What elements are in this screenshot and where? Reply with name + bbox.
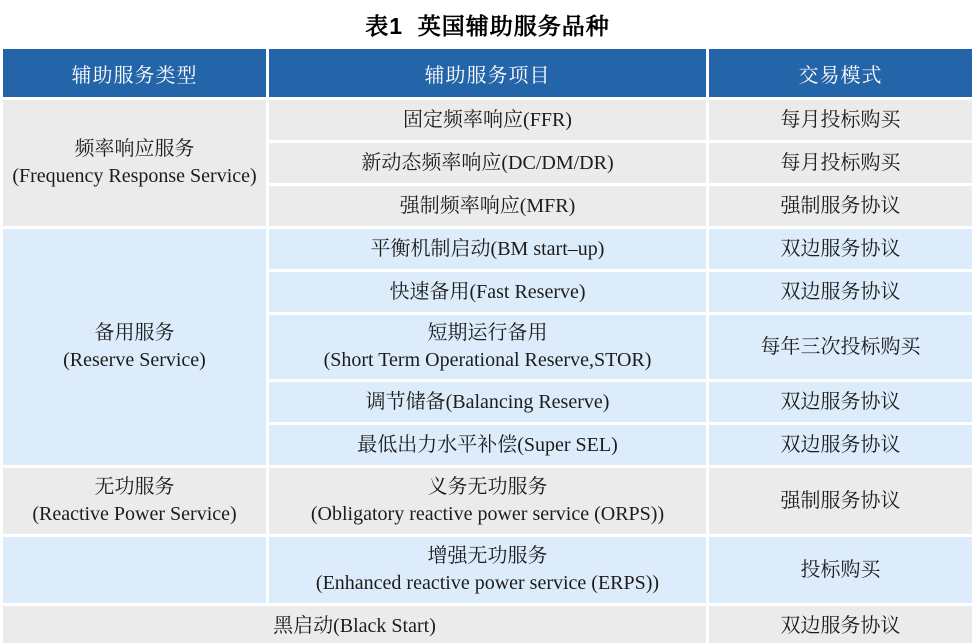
group-label-zh: 无功服务 (94, 476, 175, 498)
item-cell: 强制频率响应(MFR) (269, 186, 706, 226)
mode-cell: 每年三次投标购买 (709, 315, 972, 379)
group-label-zh: 频率响应服务 (74, 138, 195, 160)
mode-cell: 双边服务协议 (709, 425, 972, 465)
item-cell-black-start: 黑启动(Black Start) (3, 606, 706, 643)
item-cell: 平衡机制启动(BM start–up) (269, 229, 706, 269)
mode-cell: 双边服务协议 (709, 606, 972, 643)
group-cell-reserve-service (3, 229, 266, 465)
mode-cell: 投标购买 (709, 537, 972, 603)
table-row (3, 468, 972, 534)
table-row (3, 229, 972, 269)
mode-cell: 双边服务协议 (709, 229, 972, 269)
item-cell (269, 468, 706, 534)
item-label-zh: 增强无功服务 (427, 545, 548, 567)
item-label-en: (Short Term Operational Reserve,STOR) (323, 349, 652, 371)
header-row (3, 49, 972, 97)
table-row (3, 537, 972, 603)
group-label-en: (Frequency Response Service) (12, 165, 257, 187)
group-label-en: (Reactive Power Service) (32, 503, 237, 525)
mode-cell: 每月投标购买 (709, 100, 972, 140)
mode-cell: 双边服务协议 (709, 382, 972, 422)
item-cell (269, 315, 706, 379)
group-label-en: (Reserve Service) (63, 349, 206, 371)
item-cell: 调节储备(Balancing Reserve) (269, 382, 706, 422)
header-service-type: 辅助服务类型 (3, 49, 266, 97)
mode-cell: 强制服务协议 (709, 468, 972, 534)
item-label-en: (Obligatory reactive power service (ORPS)) (310, 503, 665, 525)
group-cell-reactive-power (3, 468, 266, 534)
mode-cell: 每月投标购买 (709, 143, 972, 183)
table-title: 表1 英国辅助服务品种 (365, 13, 610, 39)
item-cell (269, 537, 706, 603)
item-cell: 快速备用(Fast Reserve) (269, 272, 706, 312)
header-service-item: 辅助服务项目 (269, 49, 706, 97)
item-label-zh: 义务无功服务 (427, 476, 548, 498)
table-row (3, 606, 972, 643)
ancillary-services-table (0, 46, 975, 643)
group-cell-frequency-response (3, 100, 266, 226)
empty-cell (3, 537, 266, 603)
item-cell: 新动态频率响应(DC/DM/DR) (269, 143, 706, 183)
mode-cell: 双边服务协议 (709, 272, 972, 312)
item-label-zh: 短期运行备用 (427, 322, 548, 344)
item-cell: 固定频率响应(FFR) (269, 100, 706, 140)
item-label-en: (Enhanced reactive power service (ERPS)) (315, 572, 660, 594)
group-label-zh: 备用服务 (94, 322, 175, 344)
item-cell: 最低出力水平补偿(Super SEL) (269, 425, 706, 465)
mode-cell: 强制服务协议 (709, 186, 972, 226)
table-row (3, 100, 972, 140)
header-trade-mode: 交易模式 (709, 49, 972, 97)
